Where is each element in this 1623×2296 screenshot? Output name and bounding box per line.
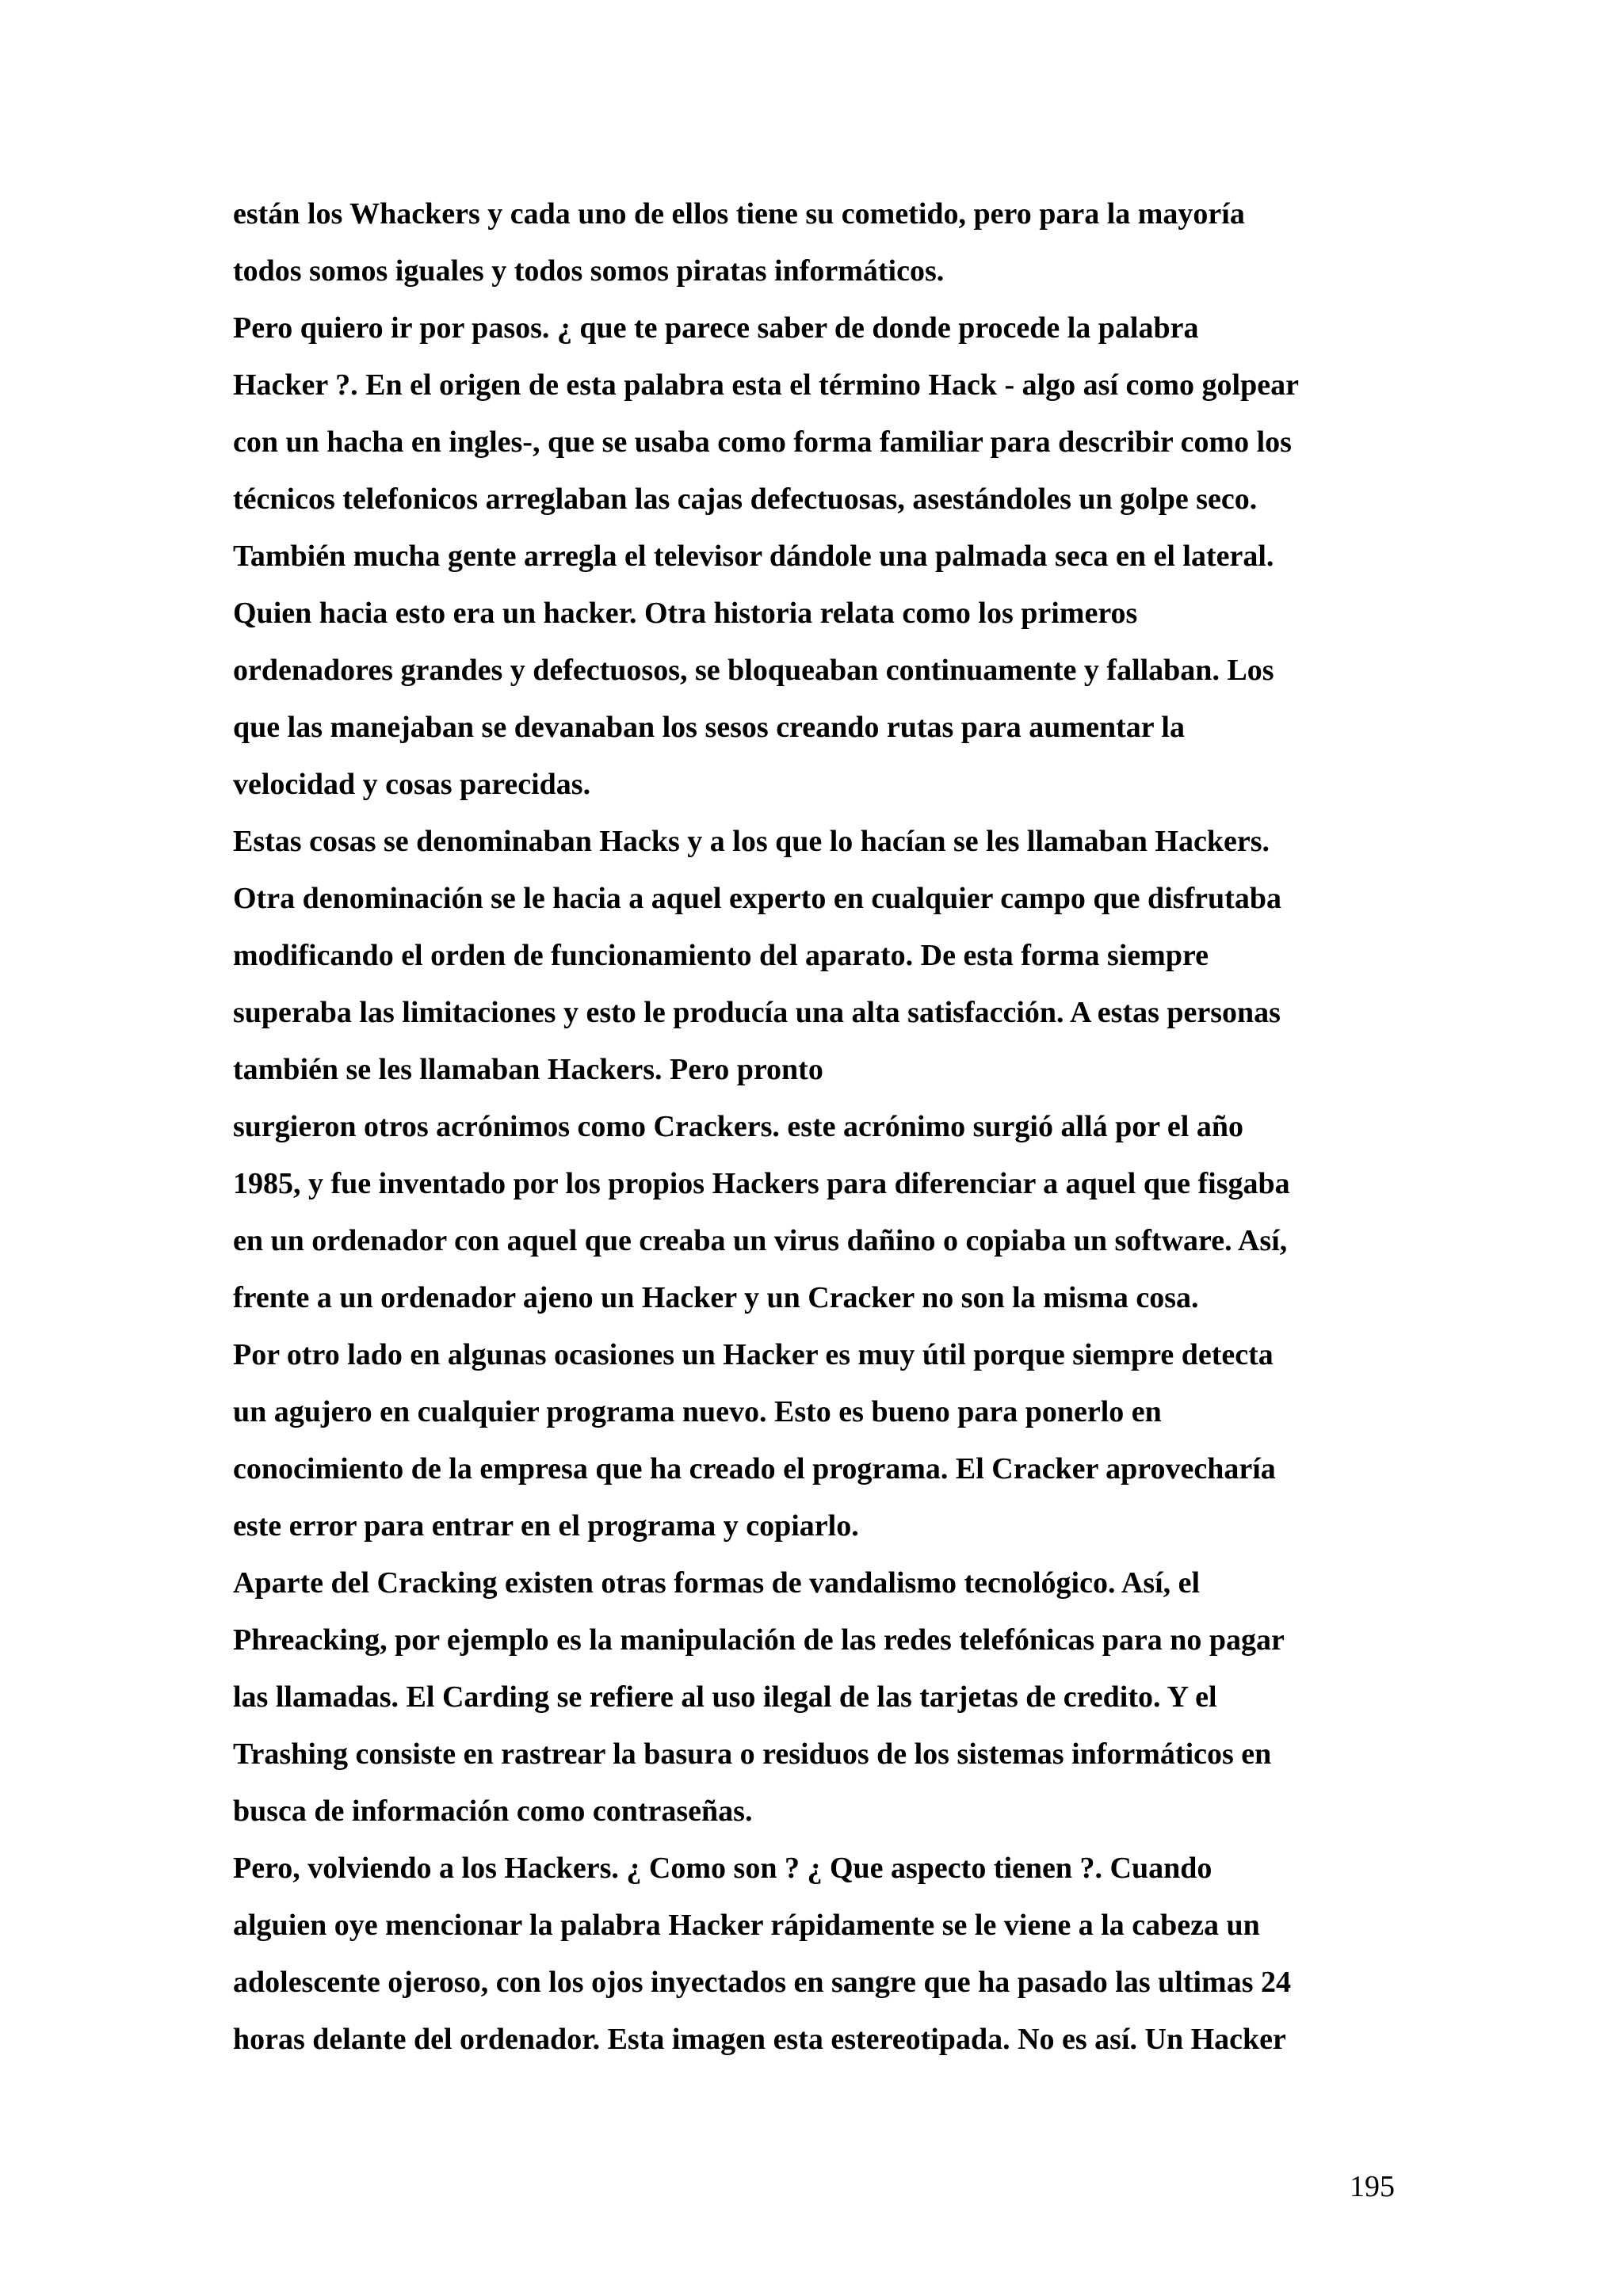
text-line: en un ordenador con aquel que creaba un virus dañino o copiaba un software. Así, <box>233 1224 1288 1257</box>
text-line: surgieron otros acrónimos como Crackers. este acrónimo surgió allá por el año <box>233 1110 1243 1143</box>
text-line: técnicos telefonicos arreglaban las cajas defectuosas, asestándoles un golpe seco. <box>233 482 1258 516</box>
text-line: Estas cosas se denominaban Hacks y a los que lo hacían se les llamaban Hackers. <box>233 825 1270 858</box>
text-line: velocidad y cosas parecidas. <box>233 768 591 801</box>
text-line: un agujero en cualquier programa nuevo. Esto es bueno para ponerlo en <box>233 1395 1162 1428</box>
body-text <box>233 185 1438 2068</box>
text-line: que las manejaban se devanaban los sesos creando rutas para aumentar la <box>233 711 1185 744</box>
text-line: Por otro lado en algunas ocasiones un Hacker es muy útil porque siempre detecta <box>233 1338 1274 1371</box>
text-line: Pero, volviendo a los Hackers. ¿ Como son ? ¿ Que aspecto tienen ?. Cuando <box>233 1852 1212 1885</box>
text-line: Trashing consiste en rastrear la basura o residuos de los sistemas informáticos en <box>233 1737 1272 1771</box>
text-line: horas delante del ordenador. Esta imagen esta estereotipada. No es así. Un Hacker <box>233 2023 1286 2056</box>
text-line: superaba las limitaciones y esto le producía una alta satisfacción. A estas personas <box>233 996 1281 1029</box>
text-line: Pero quiero ir por pasos. ¿ que te parece saber de donde procede la palabra <box>233 311 1199 345</box>
text-line: conocimiento de la empresa que ha creado el programa. El Cracker aprovecharía <box>233 1452 1276 1486</box>
text-line: con un hacha en ingles-, que se usaba como forma familiar para describir como los <box>233 425 1292 459</box>
text-line: ordenadores grandes y defectuosos, se bloqueaban continuamente y fallaban. Los <box>233 654 1274 687</box>
text-line: Phreacking, por ejemplo es la manipulación de las redes telefónicas para no pagar <box>233 1623 1285 1657</box>
text-line: Hacker ?. En el origen de esta palabra esta el término Hack - algo así como golpear <box>233 368 1299 402</box>
text-line: Quien hacia esto era un hacker. Otra historia relata como los primeros <box>233 597 1138 630</box>
text-line: Otra denominación se le hacia a aquel experto en cualquier campo que disfrutaba <box>233 882 1281 915</box>
text-line: adolescente ojeroso, con los ojos inyectados en sangre que ha pasado las ultimas 24 <box>233 1966 1291 1999</box>
text-line: las llamadas. El Carding se refiere al uso ilegal de las tarjetas de credito. Y el <box>233 1680 1217 1714</box>
text-line: busca de información como contraseñas. <box>233 1794 753 1828</box>
text-line: Aparte del Cracking existen otras formas de vandalismo tecnológico. Así, el <box>233 1566 1201 1600</box>
text-line: frente a un ordenador ajeno un Hacker y un Cracker no son la misma cosa. <box>233 1281 1199 1314</box>
text-line: todos somos iguales y todos somos piratas informáticos. <box>233 254 945 288</box>
page-number: 195 <box>1350 2170 1395 2203</box>
text-line: alguien oye mencionar la palabra Hacker rápidamente se le viene a la cabeza un <box>233 1909 1260 1942</box>
text-line: 1985, y fue inventado por los propios Hackers para diferenciar a aquel que fisgaba <box>233 1167 1290 1200</box>
text-line: También mucha gente arregla el televisor dándole una palmada seca en el lateral. <box>233 540 1274 573</box>
text-line: este error para entrar en el programa y copiarlo. <box>233 1509 859 1543</box>
text-line: están los Whackers y cada uno de ellos tiene su cometido, pero para la mayoría <box>233 197 1245 231</box>
text-line: también se les llamaban Hackers. Pero pronto <box>233 1053 823 1086</box>
text-line: modificando el orden de funcionamiento del aparato. De esta forma siempre <box>233 939 1209 972</box>
